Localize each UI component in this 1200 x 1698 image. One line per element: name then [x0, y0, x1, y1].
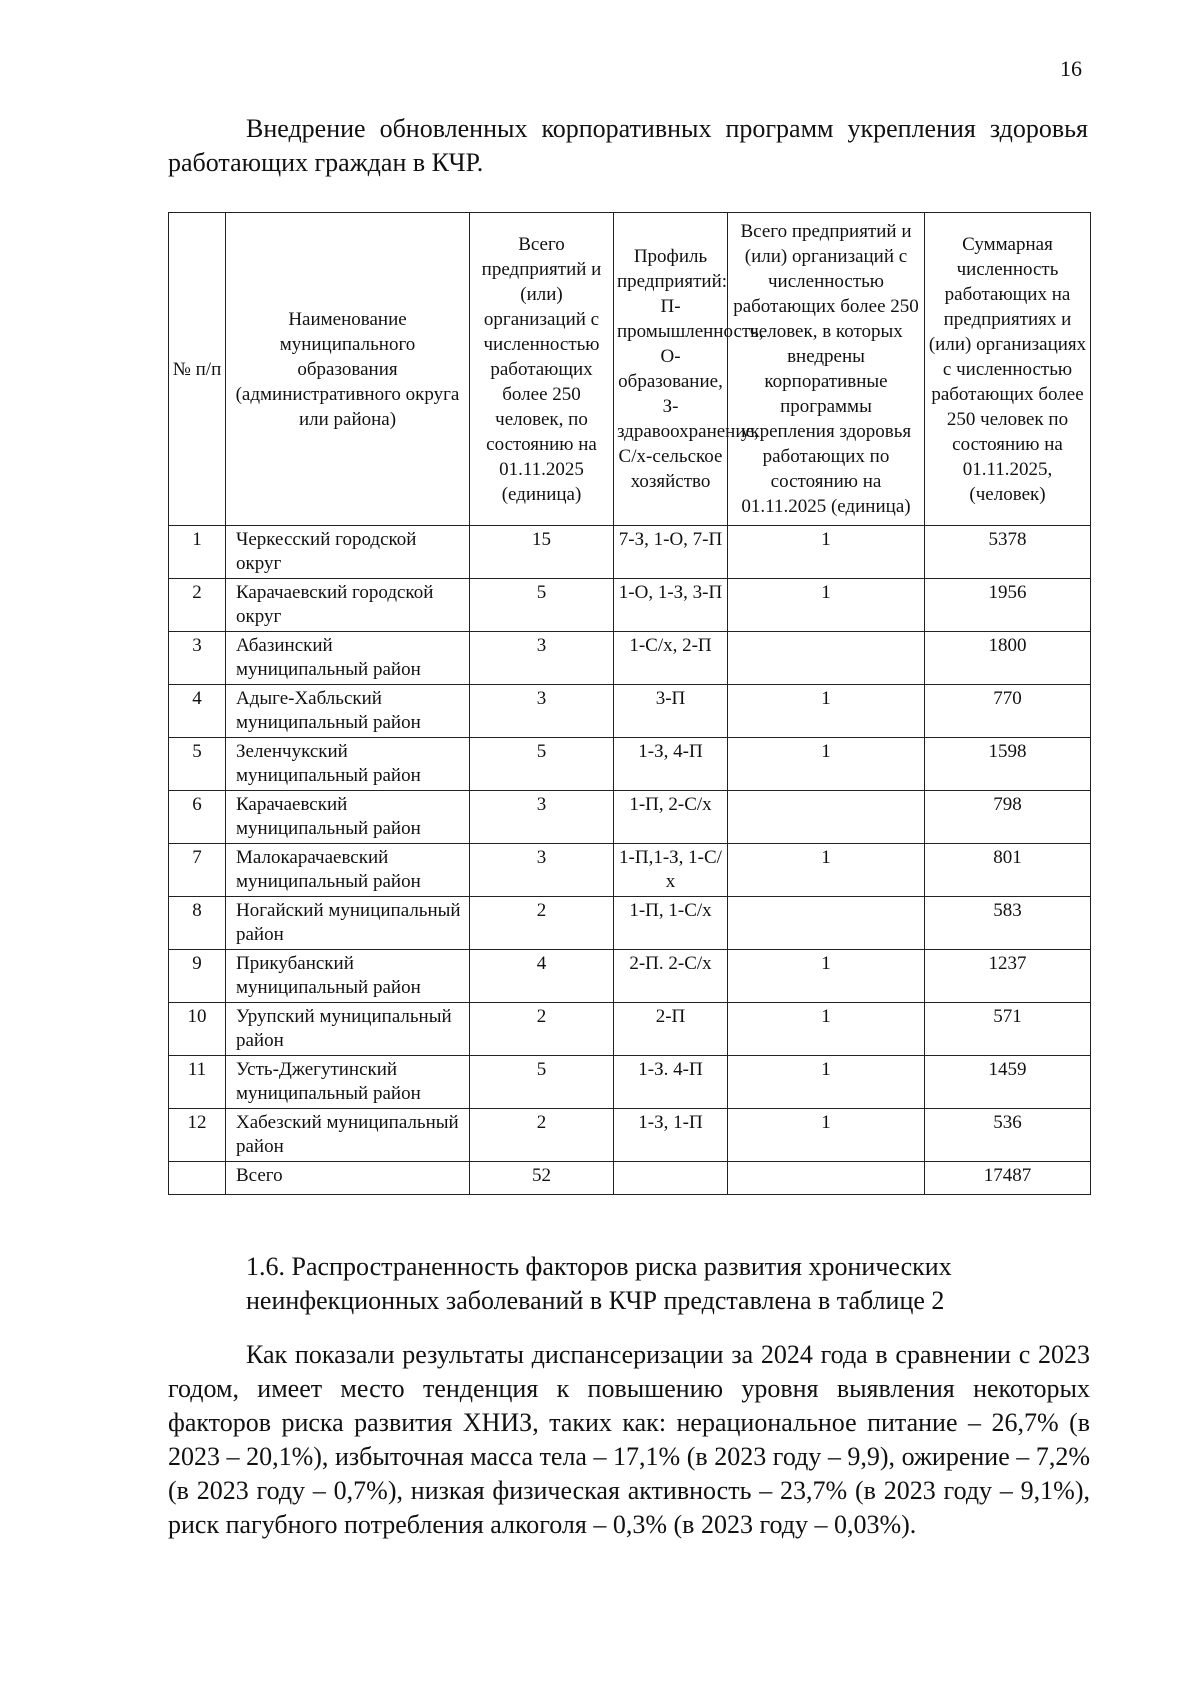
cell-municipality: Ногайский муниципальный район	[226, 897, 470, 950]
cell-number: 1	[169, 526, 226, 579]
header-profile: Профиль предприятий: П-промышленность, О-образование, З-здравоохранение, С/х-сельское хозяйство	[614, 213, 728, 526]
cell-profile: 1-О, 1-З, 3-П	[614, 579, 728, 632]
header-total-enterprises: Всего предприятий и (или) организаций с численностью работающих более 250 человек, по состоянию на 01.11.2025 (единица)	[470, 213, 614, 526]
table-total-row	[169, 1162, 1091, 1195]
table-row	[169, 950, 1091, 1003]
cell-profile: 1-П, 2-С/х	[614, 791, 728, 844]
cell-workers: 1237	[925, 950, 1091, 1003]
cell-workers: 1459	[925, 1056, 1091, 1109]
cell-number: 10	[169, 1003, 226, 1056]
cell-implemented: 1	[728, 1003, 925, 1056]
cell-implemented: 1	[728, 1109, 925, 1162]
cell-profile: 1-П, 1-С/х	[614, 897, 728, 950]
cell-municipality: Черкесский городской округ	[226, 526, 470, 579]
cell-profile: 2-П. 2-С/х	[614, 950, 728, 1003]
header-municipality: Наименование муниципального образования (административного округа или района)	[226, 213, 470, 526]
cell-implemented	[728, 897, 925, 950]
cell-total-enterprises: 4	[470, 950, 614, 1003]
cell-implemented: 1	[728, 579, 925, 632]
cell-profile: 7-З, 1-О, 7-П	[614, 526, 728, 579]
table-row	[169, 685, 1091, 738]
cell-profile	[614, 1162, 728, 1195]
cell-total-enterprises: 3	[470, 685, 614, 738]
cell-workers: 1956	[925, 579, 1091, 632]
cell-workers: 571	[925, 1003, 1091, 1056]
cell-municipality: Карачаевский муниципальный район	[226, 791, 470, 844]
cell-number: 6	[169, 791, 226, 844]
cell-total-enterprises: 5	[470, 738, 614, 791]
cell-number: 8	[169, 897, 226, 950]
cell-workers: 1598	[925, 738, 1091, 791]
cell-municipality: Карачаевский городской округ	[226, 579, 470, 632]
table-row	[169, 1109, 1091, 1162]
cell-municipality: Хабезский муниципальный район	[226, 1109, 470, 1162]
cell-municipality: Всего	[226, 1162, 470, 1195]
cell-municipality: Зеленчукский муниципальный район	[226, 738, 470, 791]
table-row	[169, 844, 1091, 897]
cell-total-enterprises: 15	[470, 526, 614, 579]
cell-profile: 1-П,1-З, 1-С/х	[614, 844, 728, 897]
cell-municipality: Абазинский муниципальный район	[226, 632, 470, 685]
table-row	[169, 791, 1091, 844]
header-number: № п/п	[169, 213, 226, 526]
table-row	[169, 1056, 1091, 1109]
cell-total-enterprises: 2	[470, 897, 614, 950]
body-paragraph: Как показали результаты диспансеризации за 2024 года в сравнении с 2023 годом, имеет место тенденция к повышению уровня выявления некоторых факторов риска развития ХНИЗ, таких как: нерациональное питание – 26,7% (в 2023 – 20,1%), избыточная масса тела – 17,1% (в 2023 году – 9,9), ожирение – 7,2% (в 2023 году – 0,7%), низкая физическая активность – 23,7% (в 2023 году – 9,1%), риск пагубного потребления алкоголя – 0,3% (в 2023 году – 0,03%).	[168, 1340, 1090, 1539]
cell-workers: 770	[925, 685, 1091, 738]
section-title	[168, 1250, 1088, 1318]
cell-number	[169, 1162, 226, 1195]
cell-number: 4	[169, 685, 226, 738]
cell-workers: 801	[925, 844, 1091, 897]
cell-implemented: 1	[728, 685, 925, 738]
cell-number: 11	[169, 1056, 226, 1109]
table-body	[169, 526, 1091, 1195]
cell-implemented	[728, 1162, 925, 1195]
cell-implemented	[728, 791, 925, 844]
cell-implemented: 1	[728, 950, 925, 1003]
cell-implemented: 1	[728, 526, 925, 579]
table-row	[169, 1003, 1091, 1056]
cell-municipality: Адыге-Хабльский муниципальный район	[226, 685, 470, 738]
enterprises-table	[168, 212, 1091, 1195]
cell-municipality: Прикубанский муниципальный район	[226, 950, 470, 1003]
table-row	[169, 579, 1091, 632]
cell-municipality: Усть-Джегутинский муниципальный район	[226, 1056, 470, 1109]
cell-profile: 1-С/х, 2-П	[614, 632, 728, 685]
table-row	[169, 897, 1091, 950]
header-implemented-programs: Всего предприятий и (или) организаций с численностью работающих более 250 человек, в которых внедрены корпоративные программы укрепления здоровья работающих по состоянию на 01.11.2025 (единица)	[728, 213, 925, 526]
cell-number: 9	[169, 950, 226, 1003]
cell-total-enterprises: 3	[470, 791, 614, 844]
cell-total-enterprises: 2	[470, 1109, 614, 1162]
cell-number: 7	[169, 844, 226, 897]
cell-total-enterprises: 5	[470, 579, 614, 632]
cell-workers: 583	[925, 897, 1091, 950]
cell-total-enterprises: 5	[470, 1056, 614, 1109]
cell-workers: 798	[925, 791, 1091, 844]
cell-implemented: 1	[728, 844, 925, 897]
cell-implemented: 1	[728, 738, 925, 791]
table-row	[169, 526, 1091, 579]
cell-number: 3	[169, 632, 226, 685]
cell-profile: 2-П	[614, 1003, 728, 1056]
cell-workers: 5378	[925, 526, 1091, 579]
cell-number: 12	[169, 1109, 226, 1162]
table-row	[169, 738, 1091, 791]
cell-profile: 1-З. 4-П	[614, 1056, 728, 1109]
table-header-row	[169, 213, 1091, 526]
cell-profile: 3-П	[614, 685, 728, 738]
cell-total-enterprises: 3	[470, 632, 614, 685]
cell-number: 2	[169, 579, 226, 632]
cell-implemented	[728, 632, 925, 685]
table-row	[169, 632, 1091, 685]
header-total-workers: Суммарная численность работающих на предприятиях и (или) организациях с численностью работающих более 250 человек по состоянию на 01.11.2025, (человек)	[925, 213, 1091, 526]
cell-workers: 17487	[925, 1162, 1091, 1195]
section-title-text: 1.6. Распространенность факторов риска развития хронических неинфекционных заболеваний в КЧР представлена в таблице 2	[246, 1252, 952, 1315]
page-number: 16	[1060, 56, 1082, 81]
cell-profile: 1-З, 1-П	[614, 1109, 728, 1162]
cell-municipality: Урупский муниципальный район	[226, 1003, 470, 1056]
cell-total-enterprises: 52	[470, 1162, 614, 1195]
cell-municipality: Малокарачаевский муниципальный район	[226, 844, 470, 897]
cell-implemented: 1	[728, 1056, 925, 1109]
cell-number: 5	[169, 738, 226, 791]
cell-total-enterprises: 2	[470, 1003, 614, 1056]
cell-workers: 536	[925, 1109, 1091, 1162]
section-heading: Внедрение обновленных корпоративных программ укрепления здоровья работающих граждан в КЧР.	[168, 114, 1088, 177]
cell-workers: 1800	[925, 632, 1091, 685]
cell-profile: 1-З, 4-П	[614, 738, 728, 791]
cell-total-enterprises: 3	[470, 844, 614, 897]
